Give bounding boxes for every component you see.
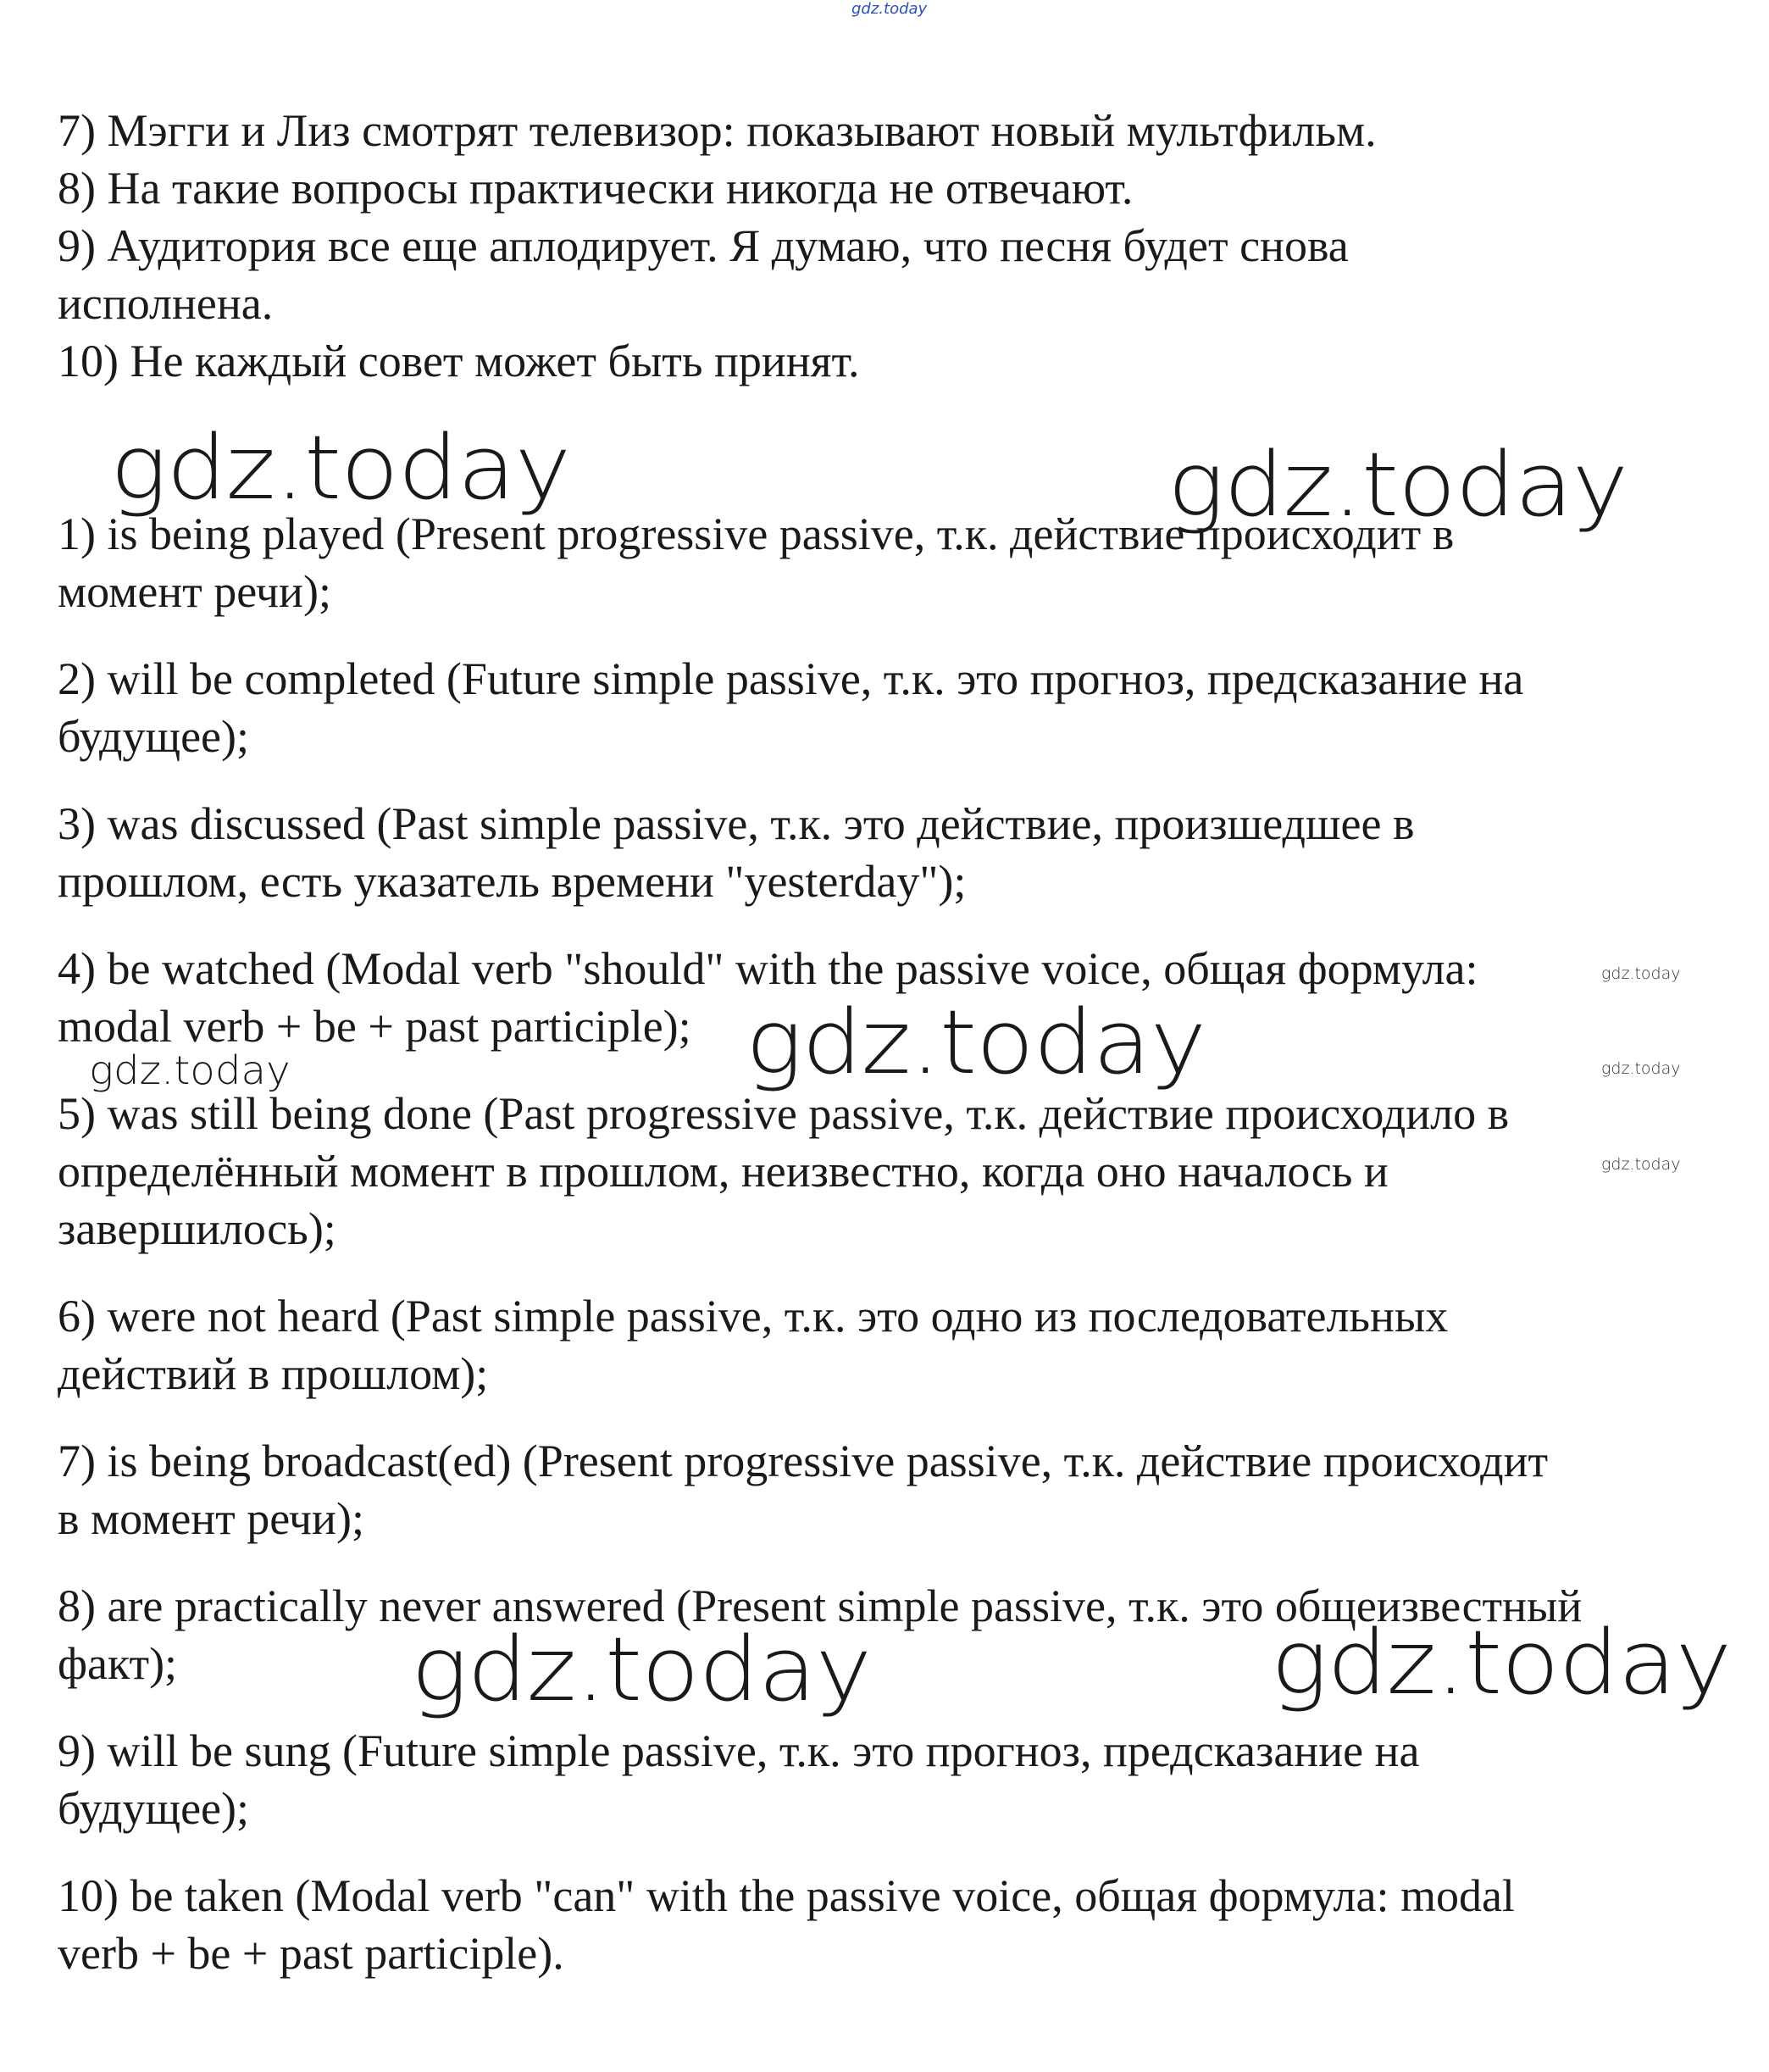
answer-line: 5) was still being done (Past progressive passive, т.к. действие происходило в <box>58 1088 1510 1139</box>
answer-line: 3) was discussed (Past simple passive, т.к. это действие, произшедшее в <box>58 798 1415 849</box>
watermark-large: gdz.today <box>746 991 1206 1094</box>
answer-line: 4) be watched (Modal verb "should" with the passive voice, общая формула: <box>58 943 1478 994</box>
answer-line: момент речи); <box>58 566 331 617</box>
watermark-small: gdz.today <box>1601 1059 1681 1078</box>
watermark-large: gdz.today <box>411 1618 872 1721</box>
watermark-top: gdz.today <box>851 0 928 18</box>
answer-line: завершилось); <box>58 1203 336 1254</box>
answer-line: 10) be taken (Modal verb "can" with the passive voice, общая формула: modal <box>58 1870 1515 1921</box>
answer-line: 7) is being broadcast(ed) (Present progressive passive, т.к. действие происходит <box>58 1436 1549 1486</box>
translation-line: 10) Не каждый совет может быть принят. <box>58 336 860 386</box>
answer-line: modal verb + be + past participle); <box>58 1001 691 1052</box>
translation-line: 7) Мэгги и Лиз смотрят телевизор: показывают новый мультфильм. <box>58 105 1377 156</box>
watermark-large: gdz.today <box>1271 1611 1732 1714</box>
answer-line: 8) are practically never answered (Present simple passive, т.к. это общеизвестный <box>58 1580 1583 1631</box>
answer-line: определённый момент в прошлом, неизвестно, когда оно началось и <box>58 1146 1389 1197</box>
watermark-medium: gdz.today <box>89 1047 291 1093</box>
translation-line: исполнена. <box>58 278 274 329</box>
answer-line: будущее); <box>58 1783 249 1834</box>
translation-line: 9) Аудитория все еще аплодирует. Я думаю, что песня будет снова <box>58 220 1349 271</box>
answer-line: факт); <box>58 1638 178 1689</box>
watermark-large: gdz.today <box>110 416 571 519</box>
watermark-small: gdz.today <box>1601 1155 1681 1174</box>
translation-line: 8) На такие вопросы практически никогда не отвечают. <box>58 163 1134 214</box>
watermark-large: gdz.today <box>1167 433 1628 536</box>
answer-line: в момент речи); <box>58 1493 364 1544</box>
answer-line: будущее); <box>58 711 249 762</box>
answer-line: 6) were not heard (Past simple passive, т.к. это одно из последовательных <box>58 1291 1449 1342</box>
answer-line: прошлом, есть указатель времени "yesterday"); <box>58 856 967 907</box>
answer-line: 1) is being played (Present progressive passive, т.к. действие происходит в <box>58 508 1455 559</box>
answer-line: verb + be + past participle). <box>58 1928 564 1979</box>
answer-line: 2) will be completed (Future simple passive, т.к. это прогноз, предсказание на <box>58 653 1524 704</box>
watermark-small: gdz.today <box>1601 964 1681 983</box>
answer-line: 9) will be sung (Future simple passive, т.к. это прогноз, предсказание на <box>58 1725 1420 1776</box>
answer-line: действий в прошлом); <box>58 1348 489 1399</box>
